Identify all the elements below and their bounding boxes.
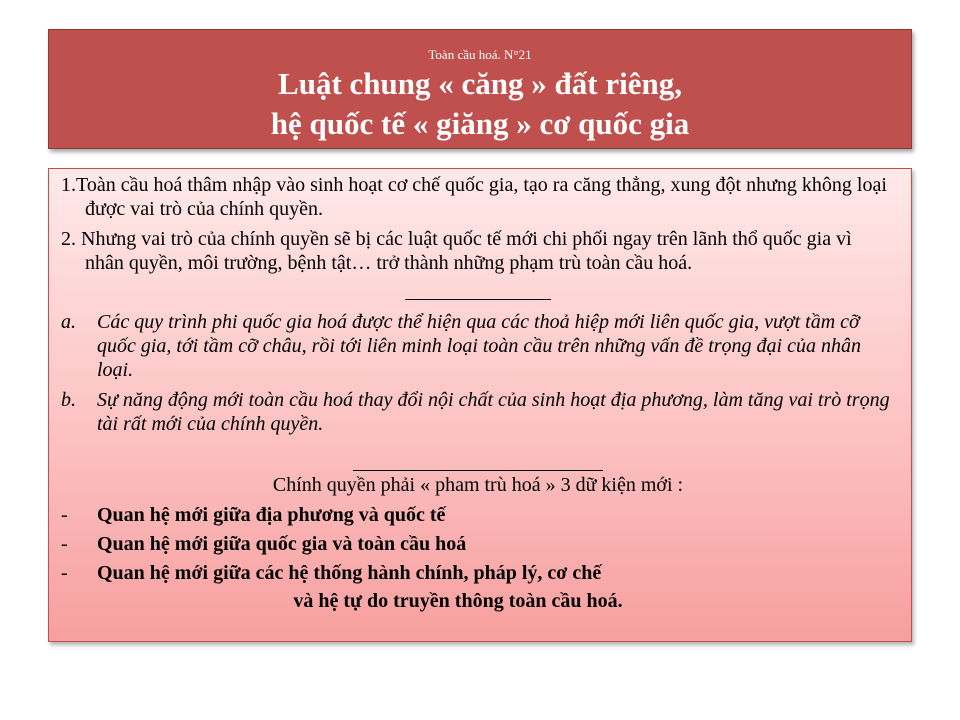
title-box bbox=[48, 29, 912, 149]
title-series: Toàn cầu hoá. N°21 bbox=[428, 47, 532, 62]
divider-short bbox=[405, 275, 551, 300]
list-item-continuation: và hệ tự do truyền thông toàn cầu hoá. bbox=[293, 590, 623, 612]
item-marker: b. bbox=[61, 389, 76, 411]
italic-item-a bbox=[61, 310, 895, 382]
list-item bbox=[61, 503, 895, 527]
item-text: Quan hệ mới giữa quốc gia và toàn cầu hoá bbox=[97, 533, 467, 555]
paragraph-1: 1.Toàn cầu hoá thâm nhập vào sinh hoạt cơ chế quốc gia, tạo ra căng thẳng, xung đột nhưng không loại được vai trò của chính quyền. bbox=[61, 174, 887, 220]
item-text: Các quy trình phi quốc gia hoá được thể hiện qua các thoả hiệp mới liên quốc gia, vượt tầm cỡ quốc gia, tới tầm cỡ châu, rồi tới liên minh loại toàn cầu trên những vấn đề trọng đại của nhân loại. bbox=[97, 311, 861, 381]
content-box bbox=[48, 168, 912, 642]
bold-list bbox=[61, 503, 895, 613]
dash-marker: - bbox=[61, 562, 68, 584]
italic-item-b bbox=[61, 388, 895, 436]
dash-marker: - bbox=[61, 504, 68, 526]
item-marker: a. bbox=[61, 311, 76, 333]
item-text: Quan hệ mới giữa địa phương và quốc tế bbox=[97, 504, 446, 526]
list-item bbox=[61, 532, 895, 556]
paragraph-2: 2. Nhưng vai trò của chính quyền sẽ bị các luật quốc tế mới chi phối ngay trên lãnh thổ quốc gia vì nhân quyền, môi trường, bệnh tật… trở thành những phạm trù toàn cầu hoá. bbox=[61, 228, 852, 274]
item-text: Sự năng động mới toàn cầu hoá thay đổi nội chất của sinh hoạt địa phương, làm tăng vai trò trọng tài rất mới của chính quyền. bbox=[97, 389, 890, 435]
item-text: Quan hệ mới giữa các hệ thống hành chính, pháp lý, cơ chế bbox=[97, 562, 602, 584]
title-line-2: hệ quốc tế « giăng » cơ quốc gia bbox=[270, 106, 690, 141]
list-item bbox=[61, 561, 895, 585]
divider-long bbox=[353, 448, 603, 471]
italic-list bbox=[61, 310, 895, 436]
dash-marker: - bbox=[61, 533, 68, 555]
title-line-1: Luật chung « căng » đất riêng, bbox=[278, 66, 682, 101]
summary-line: Chính quyền phải « pham trù hoá » 3 dữ kiện mới : bbox=[272, 474, 684, 496]
